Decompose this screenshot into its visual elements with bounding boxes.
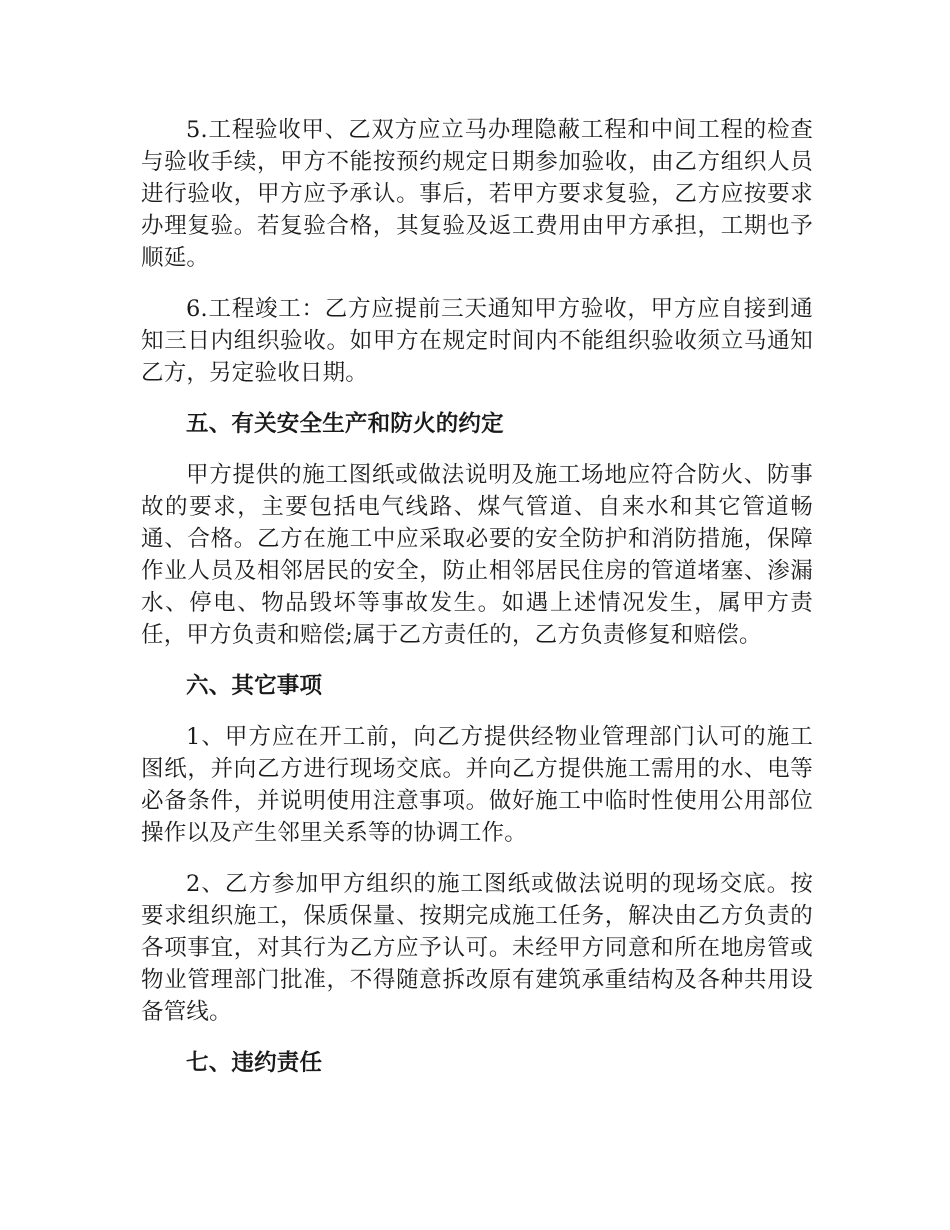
section-7-heading: 七、违约责任 — [186, 1050, 323, 1076]
clause-5-acceptance: 5.工程验收甲、乙双方应立马办理隐蔽工程和中间工程的检查与验收手续，甲方不能按预约规定日期参加验收，由乙方组织人员进行验收，甲方应予承认。事后，若甲方要求复验，乙方应按要求办理复验。若复验合格，其复验及返工费用由甲方承担，工期也予顺延。 — [141, 117, 813, 271]
document-body — [141, 114, 813, 1098]
section-6-item-1: 1、甲方应在开工前，向乙方提供经物业管理部门认可的施工图纸，并向乙方进行现场交底。并向乙方提供施工需用的水、电等必备条件，并说明使用注意事项。做好施工中临时性使用公用部位操作以及产生邻里关系等的协调工作。 — [141, 724, 813, 846]
section-5-heading: 五、有关安全生产和防火的约定 — [186, 411, 504, 437]
section-5-body: 甲方提供的施工图纸或做法说明及施工场地应符合防火、防事故的要求，主要包括电气线路、煤气管道、自来水和其它管道畅通、合格。乙方在施工中应采取必要的安全防护和消防措施，保障作业人员及相邻居民的安全，防止相邻居民住房的管道堵塞、渗漏水、停电、物品毁坏等事故发生。如遇上述情况发生，属甲方责任，甲方负责和赔偿;属于乙方责任的，乙方负责修复和赔偿。 — [141, 462, 813, 648]
clause-6-completion: 6.工程竣工：乙方应提前三天通知甲方验收，甲方应自接到通知三日内组织验收。如甲方在规定时间内不能组织验收须立马通知乙方，另定验收日期。 — [141, 296, 813, 386]
section-6-heading: 六、其它事项 — [186, 673, 323, 699]
section-6-item-2: 2、乙方参加甲方组织的施工图纸或做法说明的现场交底。按要求组织施工，保质保量、按期完成施工任务，解决由乙方负责的各项事宜，对其行为乙方应予认可。未经甲方同意和所在地房管或物业管理部门批准，不得随意拆改原有建筑承重结构及各种共用设备管线。 — [141, 871, 813, 1025]
